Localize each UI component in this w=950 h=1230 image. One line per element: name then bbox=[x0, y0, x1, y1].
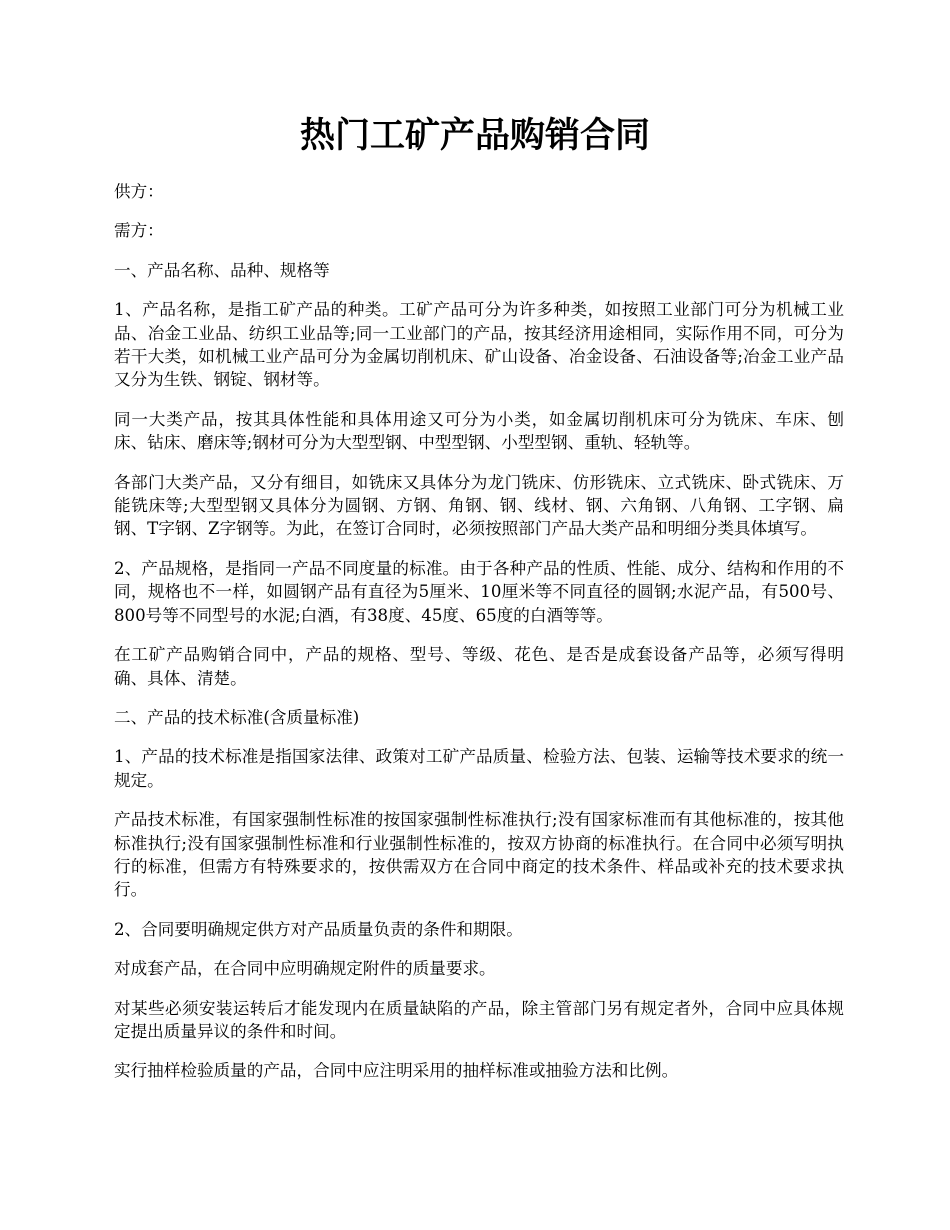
paragraph: 产品技术标准，有国家强制性标准的按国家强制性标准执行;没有国家标准而有其他标准的，按其他标准执行;没有国家强制性标准和行业强制性标准的，按双方协商的标准执行。在合同中必须写明执行的标准，但需方有特殊要求的，按供需双方在合同中商定的技术条件、样品或补充的技术要求执行。 bbox=[114, 810, 844, 900]
paragraph: 对某些必须安装运转后才能发现内在质量缺陷的产品，除主管部门另有规定者外，合同中应具体规定提出质量异议的条件和时间。 bbox=[114, 998, 844, 1041]
buyer-line: 需方： bbox=[114, 221, 164, 241]
section-heading-technical-standard: 二、产品的技术标准(含质量标准) bbox=[114, 707, 360, 727]
paragraph: 2、产品规格，是指同一产品不同度量的标准。由于各种产品的性质、性能、成分、结构和作用的不同，规格也不一样，如圆钢产品有直径为5厘米、10厘米等不同直径的圆钢;水泥产品，有500号、800号等不同型号的水泥;白酒，有38度、45度、65度的白酒等等。 bbox=[114, 558, 844, 625]
document-title: 热门工矿产品购销合同 bbox=[299, 115, 650, 156]
paragraph: 1、产品的技术标准是指国家法律、政策对工矿产品质量、检验方法、包装、运输等技术要求的统一规定。 bbox=[114, 747, 844, 790]
section-heading-product-name: 一、产品名称、品种、规格等 bbox=[114, 260, 330, 280]
paragraph: 在工矿产品购销合同中，产品的规格、型号、等级、花色、是否是成套设备产品等，必须写得明确、具体、清楚。 bbox=[114, 645, 844, 688]
supplier-line: 供方： bbox=[114, 182, 164, 201]
paragraph: 实行抽样检验质量的产品，合同中应注明采用的抽样标准或抽验方法和比例。 bbox=[114, 1061, 679, 1081]
document-body bbox=[114, 180, 844, 1099]
paragraph: 各部门大类产品，又分有细目，如铣床又具体分为龙门铣床、仿形铣床、立式铣床、卧式铣床、万能铣床等;大型型钢又具体分为圆钢、方钢、角钢、钢、线材、钢、六角钢、八角钢、工字钢、扁钢、T字钢、Z字钢等。为此，在签订合同时，必须按照部门产品大类产品和明细分类具体填写。 bbox=[114, 472, 844, 539]
paragraph: 1、产品名称，是指工矿产品的种类。工矿产品可分为许多种类，如按照工业部门可分为机械工业品、冶金工业品、纺织工业品等;同一工业部门的产品，按其经济用途相同，实际作用不同，可分为若干大类，如机械工业产品可分为金属切削机床、矿山设备、冶金设备、石油设备等;冶金工业产品又分为生铁、钢锭、钢材等。 bbox=[114, 300, 844, 390]
paragraph: 同一大类产品，按其具体性能和具体用途又可分为小类，如金属切削机床可分为铣床、车床、刨床、钻床、磨床等;钢材可分为大型型钢、中型型钢、小型型钢、重轨、轻轨等。 bbox=[114, 409, 844, 453]
paragraph: 2、合同要明确规定供方对产品质量负责的条件和期限。 bbox=[114, 919, 523, 939]
paragraph: 对成套产品，在合同中应明确规定附件的质量要求。 bbox=[114, 959, 496, 979]
